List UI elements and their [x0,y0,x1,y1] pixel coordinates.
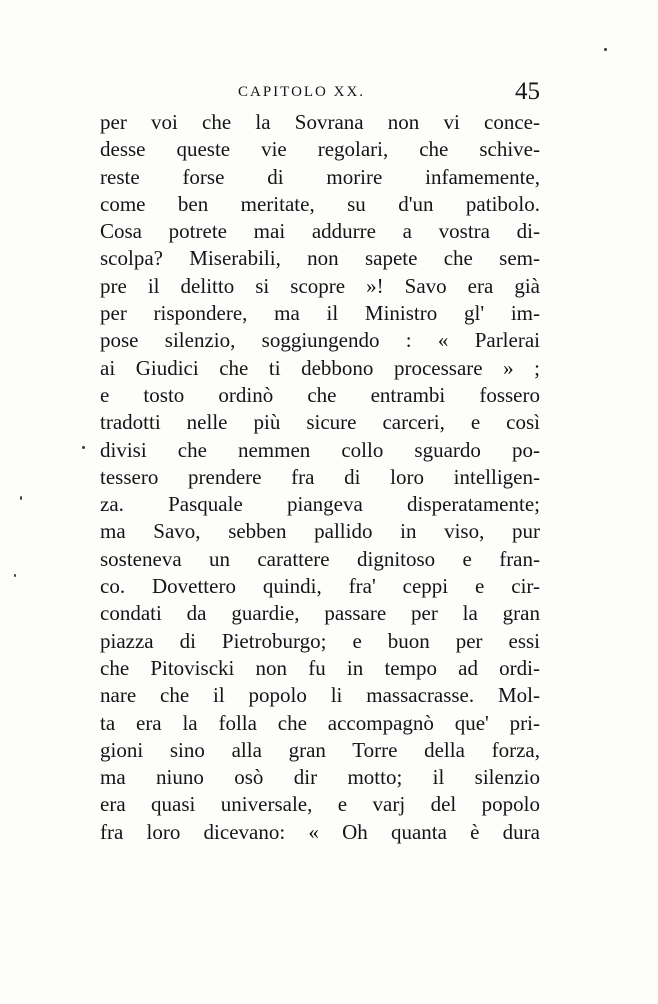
text-line: desse queste vie regolari, che schive- [100,137,540,162]
text-line: scolpa? Miserabili, non sapete che sem- [100,246,540,271]
running-title: CAPITOLO XX. [238,84,366,100]
text-line: tessero prendere fra di loro intelligen- [100,464,540,489]
page-number: 45 [515,78,540,105]
text-line: Cosa potrete mai addurre a vostra di- [100,219,540,244]
text-line: come ben meritate, su d'un patibolo. [100,191,540,216]
text-line: ta era la folla che accompagnò que' pri- [100,710,540,735]
ink-speck [82,446,85,449]
ink-speck [20,496,22,500]
text-line: e tosto ordinò che entrambi fossero [100,382,540,407]
text-line: che Pitoviscki non fu in tempo ad ordi- [100,655,540,680]
body-text [100,109,540,846]
text-line: divisi che nemmen collo sguardo po- [100,437,540,462]
text-line: per voi che la Sovrana non vi conce- [100,110,540,134]
text-line: sosteneva un carattere dignitoso e fran- [100,546,540,571]
page-header [100,78,540,108]
text-line: ai Giudici che ti debbono processare » ; [100,355,540,380]
text-line: era quasi universale, e varj del popolo [100,792,540,817]
text-line: pose silenzio, soggiungendo : « Parlerai [100,328,540,353]
text-line: fra loro dicevano: « Oh quanta è dura [100,819,540,844]
text-line: ma niuno osò dir motto; il silenzio [100,765,540,790]
text-line: piazza di Pietroburgo; e buon per essi [100,628,540,653]
text-line: reste forse di morire infamemente, [100,164,540,189]
text-line: ma Savo, sebben pallido in viso, pur [100,519,540,544]
text-line: pre il delitto si scopre »! Savo era già [100,273,540,298]
text-line: tradotti nelle più sicure carceri, e così [100,410,540,435]
ink-speck [604,48,607,51]
text-line: co. Dovettero quindi, fra' ceppi e cir- [100,574,540,599]
text-line: gioni sino alla gran Torre della forza, [100,737,540,762]
text-line: condati da guardie, passare per la gran [100,601,540,626]
text-line: per rispondere, ma il Ministro gl' im- [100,301,540,326]
text-line: za. Pasquale piangeva disperatamente; [100,492,540,517]
text-line: nare che il popolo li massacrasse. Mol- [100,683,540,708]
ink-speck [14,574,16,577]
